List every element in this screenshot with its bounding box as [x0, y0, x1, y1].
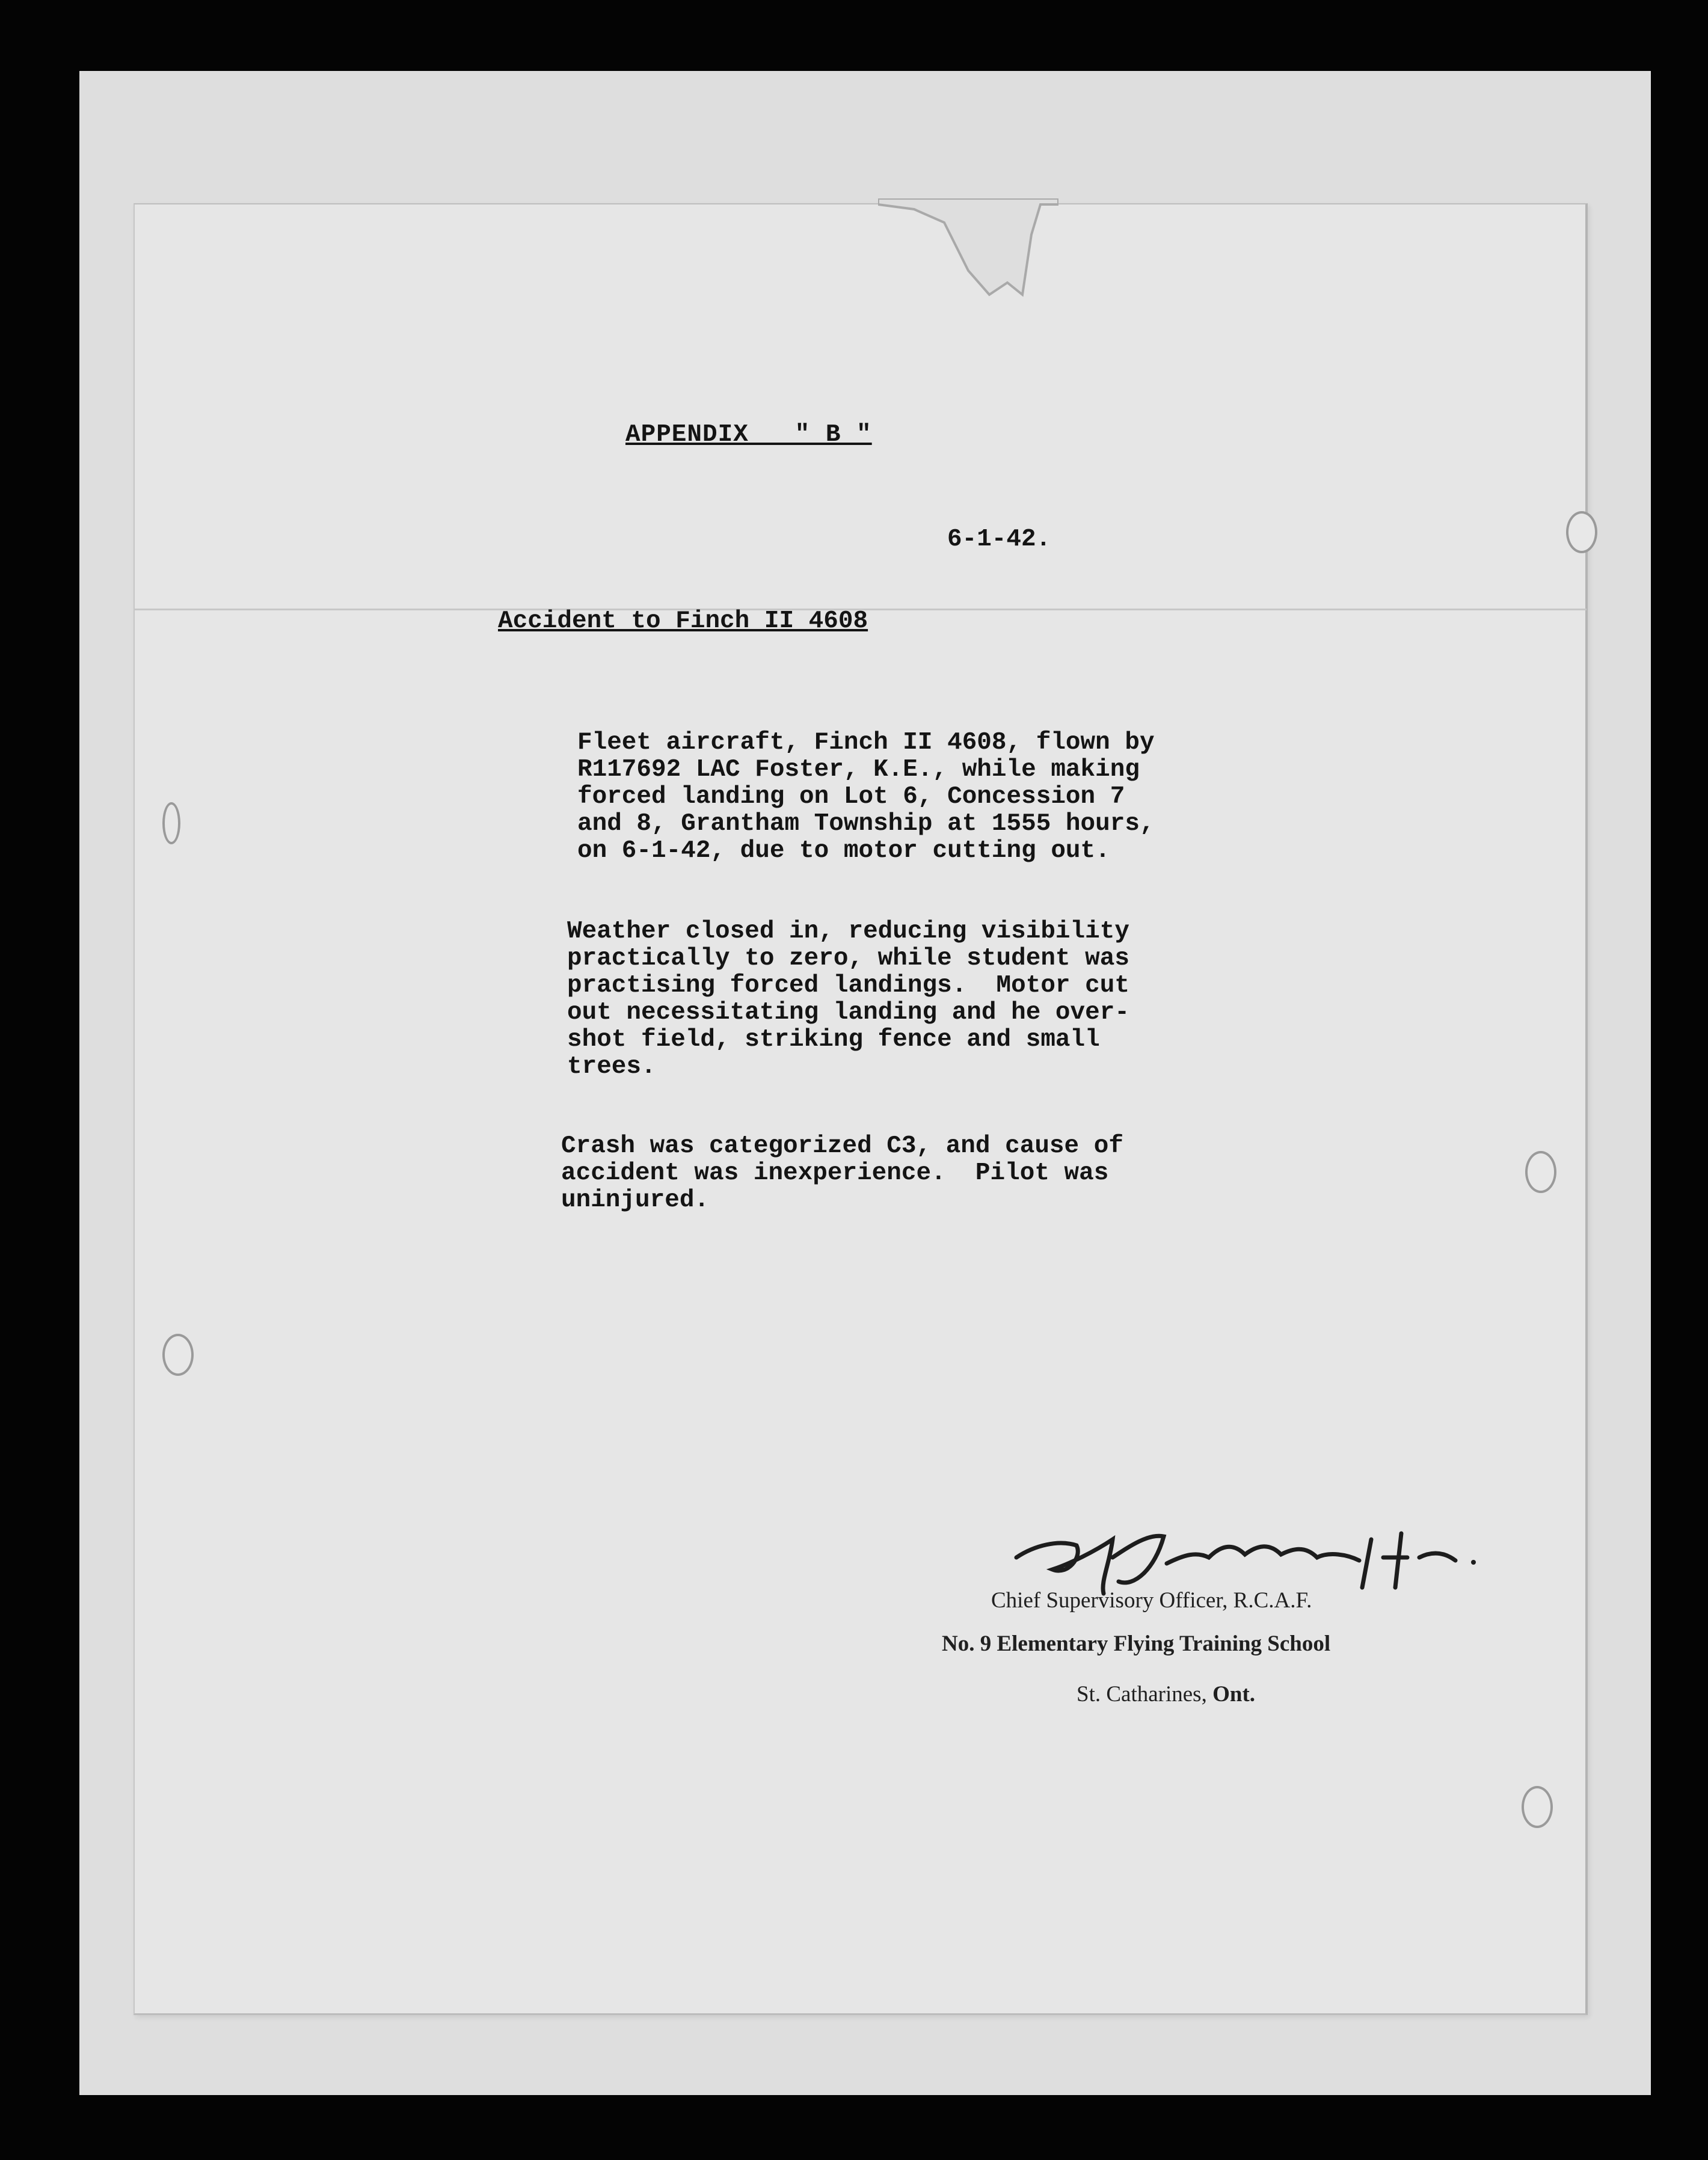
punch-hole: [162, 802, 180, 844]
location-province: Ont.: [1212, 1682, 1256, 1707]
location-city: St. Catharines,: [1077, 1682, 1207, 1707]
punch-hole: [162, 1334, 194, 1376]
appendix-heading: APPENDIX " B ": [625, 421, 872, 449]
paper-tear-mark: [878, 198, 1058, 313]
punch-hole: [1566, 511, 1597, 553]
body-paragraph-1: Fleet aircraft, Finch II 4608, flown by R117692 LAC Foster, K.E., while making forced landing on Lot 6, Concession 7 and 8, Grantham Township at 1555 hours, on 6-1-42, due to motor cutting out.: [577, 729, 1155, 865]
punch-hole: [1525, 1151, 1556, 1193]
body-paragraph-2: Weather closed in, reducing visibility practically to zero, while student was practising forced landings. Motor cut out necessitating landing and he over- shot field, striking fence and small trees.: [567, 918, 1129, 1081]
subject-line: Accident to Finch II 4608: [498, 607, 868, 635]
punch-hole: [1522, 1786, 1553, 1828]
document-date: 6-1-42.: [947, 526, 1051, 553]
body-paragraph-3: Crash was categorized C3, and cause of accident was inexperience. Pilot was uninjured.: [561, 1132, 1123, 1214]
signatory-location: [1077, 1681, 1255, 1707]
signatory-title: Chief Supervisory Officer, R.C.A.F.: [991, 1588, 1312, 1613]
signatory-unit: No. 9 Elementary Flying Training School: [942, 1631, 1331, 1656]
document-page: [134, 203, 1588, 2015]
